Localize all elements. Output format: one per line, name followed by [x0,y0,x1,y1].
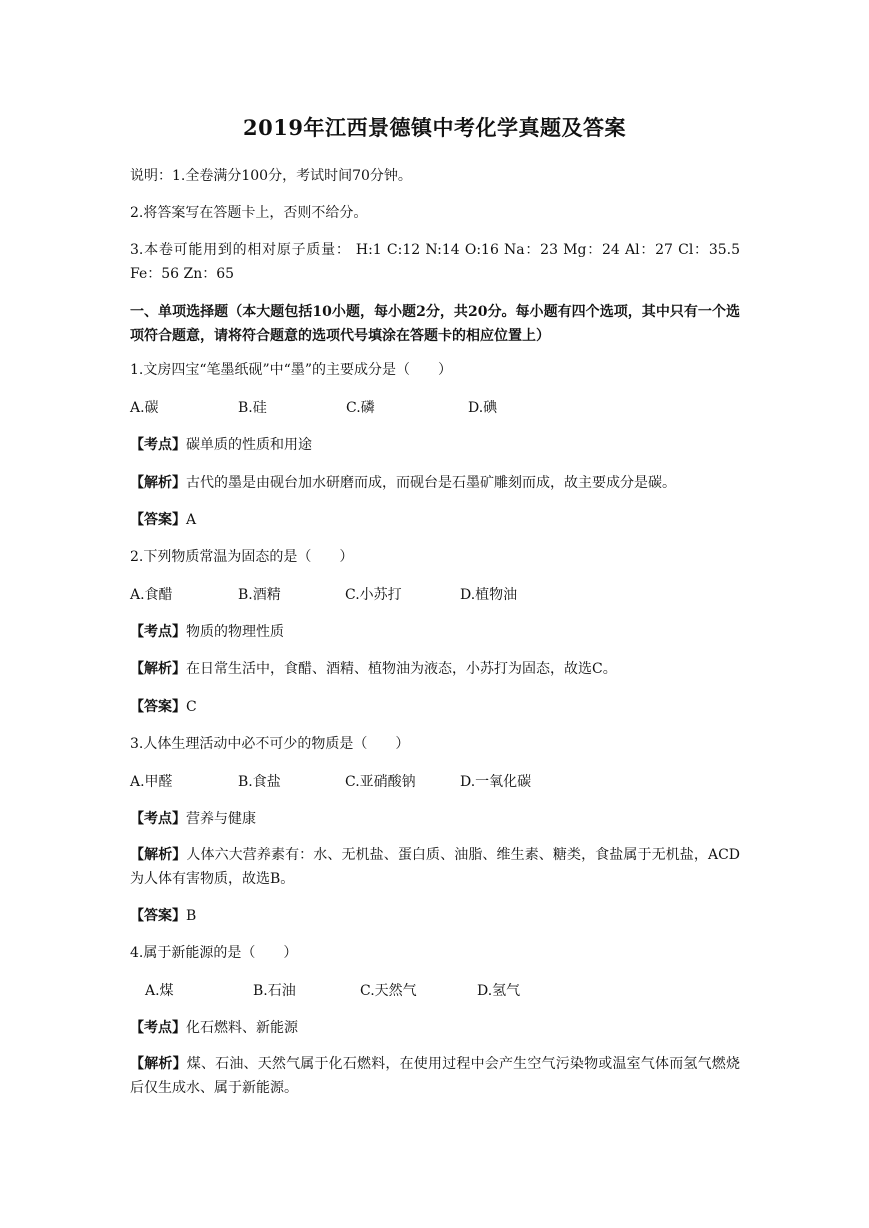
question-2-option-b: B.酒精 [238,587,281,603]
question-4-kaodian [130,1018,740,1038]
question-2-answer-text: C [186,699,197,715]
question-1-jiexi-text: 古代的墨是由砚台加水研磨而成，而砚台是石墨矿雕刻而成，故主要成分是碳。 [186,475,676,491]
question-3-option-c: C.亚硝酸钠 [345,774,416,790]
question-3-answer-text: B [186,908,197,924]
question-2-kaodian [130,622,740,642]
question-3-option-a: A.甲醛 [130,774,173,790]
daan-tag: 【答案】 [130,908,186,924]
kaodian-tag: 【考点】 [130,1020,186,1036]
question-4-jiexi-text: 煤、石油、天然气属于化石燃料，在使用过程中会产生空气污染物或温室气体而氢气燃烧后仅生成水、属于新能源。 [130,1056,741,1096]
question-4-option-a: A.煤 [145,983,174,999]
note-line-2: 2.将答案写在答题卡上，否则不给分。 [130,205,368,221]
question-1-option-c: C.磷 [346,400,375,416]
question-4-kaodian-text: 化石燃料、新能源 [186,1020,298,1036]
question-4-jiexi [130,1052,740,1100]
question-4-option-c: C.天然气 [360,983,417,999]
note-line-1: 说明：1.全卷满分100分，考试时间70分钟。 [130,168,412,184]
question-2-option-d: D.植物油 [460,587,518,603]
question-3-option-b: B.食盐 [238,774,281,790]
question-2-option-a: A.食醋 [130,587,173,603]
question-3-jiexi-text: 人体六大营养素有：水、无机盐、蛋白质、油脂、维生素、糖类，食盐属于无机盐，ACD为人体有害物质，故选B。 [130,847,741,887]
question-3-jiexi [130,843,740,891]
jiexi-tag: 【解析】 [130,847,187,863]
question-1-answer [130,510,740,530]
question-1-kaodian-text: 碳单质的性质和用途 [186,437,312,453]
question-2-kaodian-text: 物质的物理性质 [186,624,284,640]
question-2-stem: 2.下列物质常温为固态的是（ ） [130,549,354,565]
question-1-answer-text: A [186,512,197,528]
question-2-jiexi [130,659,740,679]
question-3-options [130,772,740,792]
question-3-kaodian-text: 营养与健康 [186,811,256,827]
question-4-options [145,981,755,1001]
daan-tag: 【答案】 [130,699,186,715]
jiexi-tag: 【解析】 [130,1056,187,1072]
question-1-options [130,398,740,418]
question-4-option-b: B.石油 [253,983,296,999]
question-2-jiexi-text: 在日常生活中，食醋、酒精、植物油为液态，小苏打为固态，故选C。 [186,661,617,677]
question-4-stem: 4.属于新能源的是（ ） [130,945,298,961]
section-1-heading: 一、单项选择题（本大题包括10小题，每小题2分，共20分。每小题有四个选项，其中只有一个选项符合题意，请将符合题意的选项代号填涂在答题卡的相应位置上） [130,304,740,344]
kaodian-tag: 【考点】 [130,811,186,827]
question-1-option-a: A.碳 [130,400,159,416]
question-2-option-c: C.小苏打 [345,587,402,603]
question-3-answer [130,906,740,926]
question-2-answer [130,697,740,717]
question-1-kaodian [130,435,740,455]
jiexi-tag: 【解析】 [130,661,186,677]
question-4-option-d: D.氢气 [477,983,521,999]
question-3-option-d: D.一氧化碳 [460,774,532,790]
question-3-kaodian [130,809,740,829]
question-1-jiexi [130,473,740,493]
note-line-3-atomic-masses: 3.本卷可能用到的相对原子质量： H:1 C:12 N:14 O:16 Na：23 Mg：24 Al：27 Cl：35.5 Fe：56 Zn：65 [130,242,740,282]
page-title: 2019年江西景德镇中考化学真题及答案 [243,115,626,140]
question-1-option-b: B.硅 [238,400,267,416]
question-3-stem: 3.人体生理活动中必不可少的物质是（ ） [130,736,410,752]
question-1-stem: 1.文房四宝“笔墨纸砚”中“墨”的主要成分是（ ） [130,362,452,378]
kaodian-tag: 【考点】 [130,437,186,453]
daan-tag: 【答案】 [130,512,186,528]
jiexi-tag: 【解析】 [130,475,186,491]
question-2-options [130,585,740,605]
question-1-option-d: D.碘 [468,400,498,416]
kaodian-tag: 【考点】 [130,624,186,640]
